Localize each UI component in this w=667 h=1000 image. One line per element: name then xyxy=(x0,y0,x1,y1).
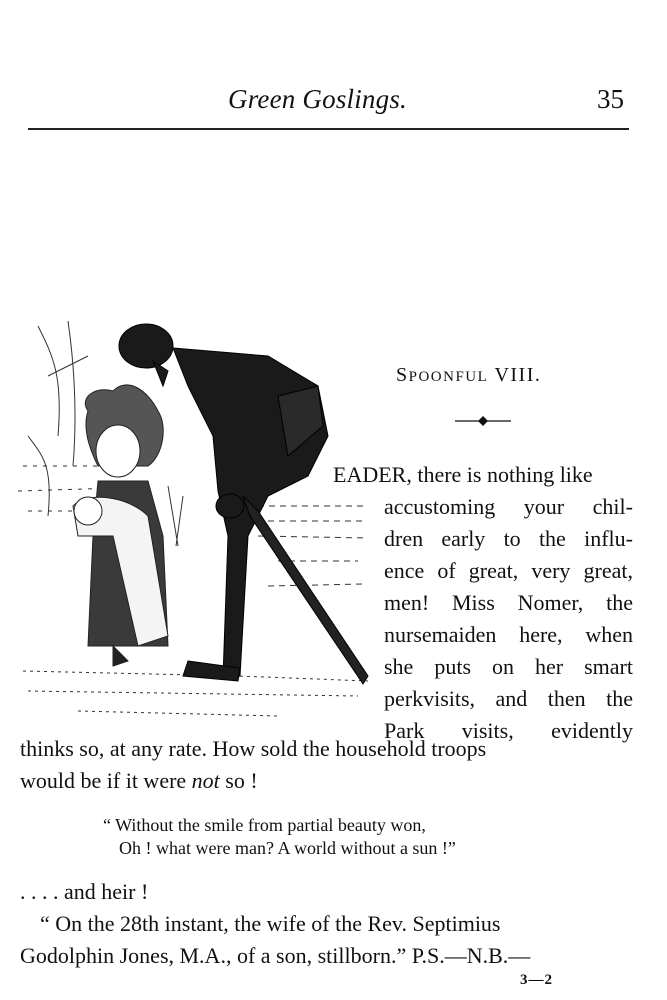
ornament-divider xyxy=(455,414,511,428)
heading-smallcaps: POONFUL xyxy=(408,369,489,385)
quote-line-2: Oh ! what were man? A world without a sun !” xyxy=(119,838,456,858)
engraving-illustration xyxy=(18,316,380,726)
verse-quote xyxy=(103,814,456,860)
lead-line-5: men! Miss Nomer, the xyxy=(384,590,633,615)
lead-line-8: perkvisits, and then the xyxy=(384,686,633,711)
running-title: Green Goslings. xyxy=(228,84,407,114)
lead-line-2: accustoming your chil- xyxy=(384,494,633,519)
heading-numeral: VIII. xyxy=(494,364,542,386)
section-heading xyxy=(396,364,541,387)
lead-line-9: Park visits, evidently xyxy=(384,718,633,743)
continuation-line-1: . . . . and heir ! xyxy=(20,879,149,904)
page-number: 35 xyxy=(597,84,624,114)
lead-line-4: ence of great, very great, xyxy=(384,558,633,583)
lead-line-6: nursemaiden here, when xyxy=(384,622,633,647)
lead-paragraph xyxy=(326,459,593,491)
continuation-line-2: “ On the 28th instant, the wife of the Rev. Septimius xyxy=(40,911,501,936)
header-rule xyxy=(28,128,629,130)
lead-line-3: dren early to the influ- xyxy=(384,526,633,551)
justified-column xyxy=(384,491,633,747)
continuation-text xyxy=(20,876,634,972)
lead-line-7: she puts on her smart xyxy=(384,654,633,679)
lead-line-1: EADER, there is nothing like xyxy=(333,462,593,487)
signature-mark: 3—2 xyxy=(520,972,553,988)
paragraph-line-full-2: would be if it were not so ! xyxy=(20,768,258,793)
quote-line-1: “ Without the smile from partial beauty won, xyxy=(103,815,426,835)
paragraph-line-full-1: thinks so, at any rate. How sold the household troops xyxy=(20,736,487,761)
full-width-lines xyxy=(20,733,634,797)
continuation-line-3: Godolphin Jones, M.A., of a son, stillborn.” P.S.—N.B.— xyxy=(20,943,531,968)
heading-initial: S xyxy=(396,364,409,386)
